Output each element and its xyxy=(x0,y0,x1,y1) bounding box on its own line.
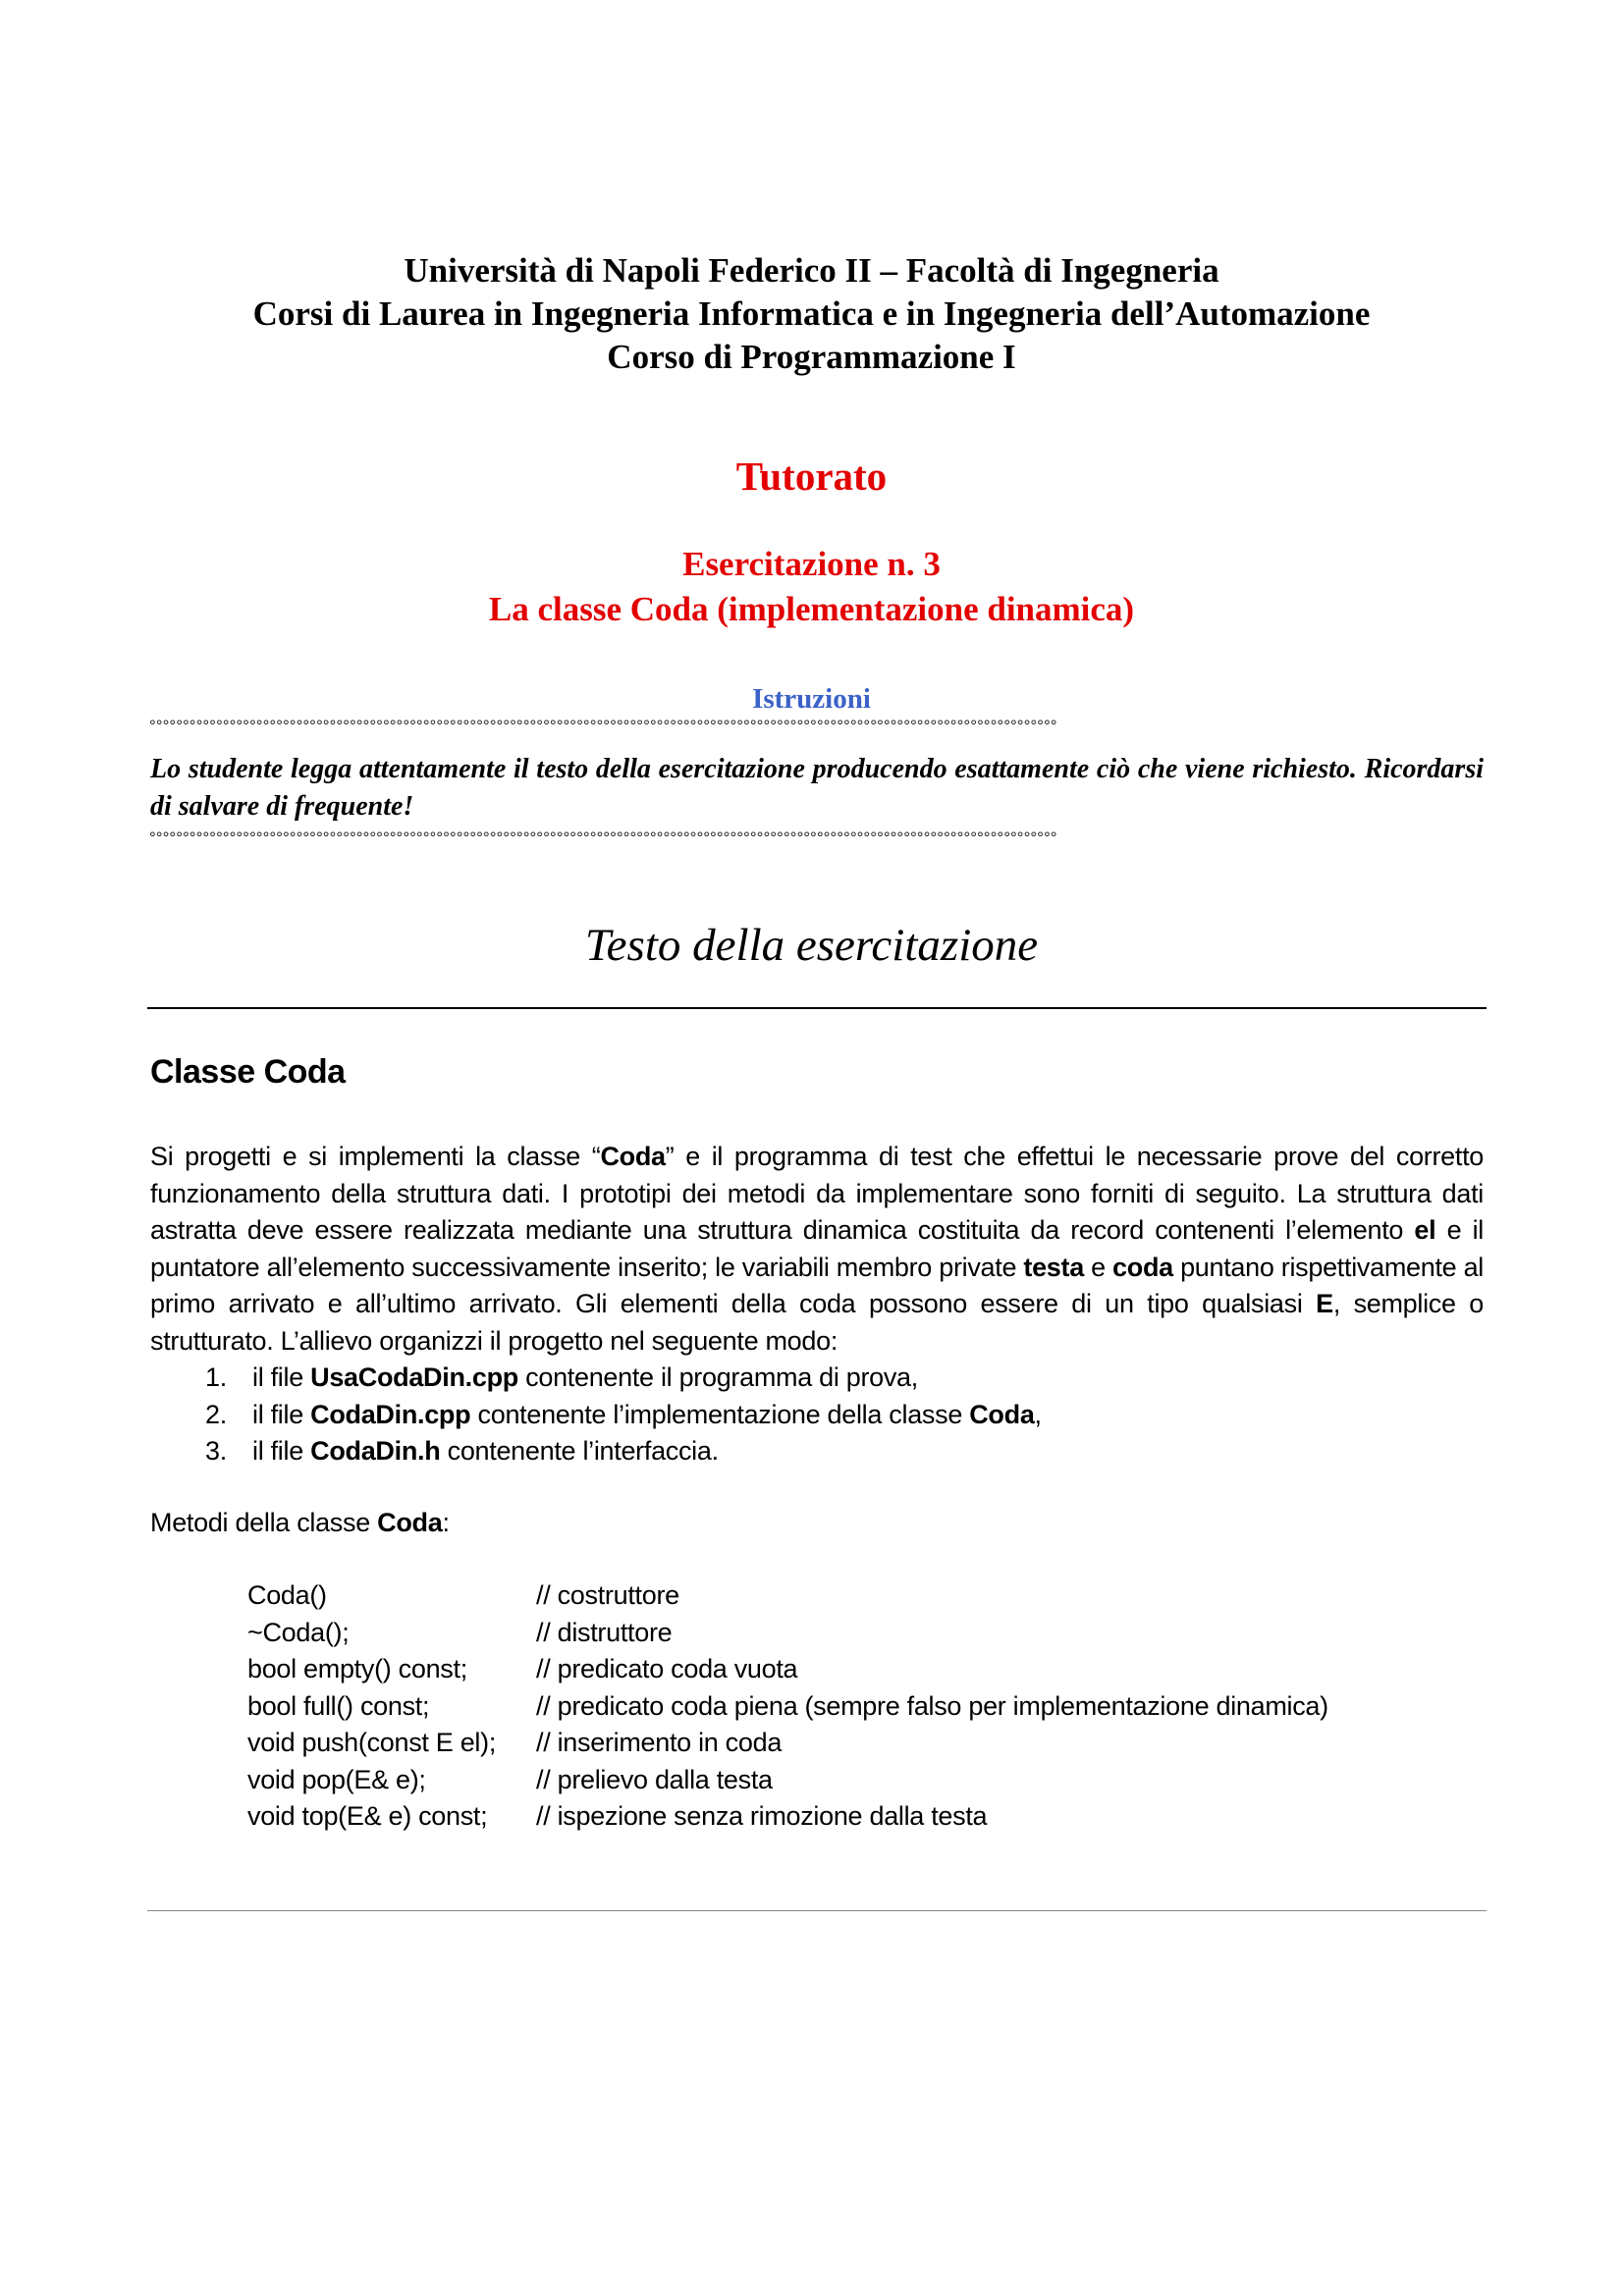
separator-top: °°°°°°°°°°°°°°°°°°°°°°°°°°°°°°°°°°°°°°°°°°°°°°°°°°°°°°°°°°°°°°°°°°°°°°°°°°°°°°°°°°°°°°°°°°°°°°°°°°°°°°°°°°°°°°°°°°°°°°°°°°°°°°°°°°°°°°°° xyxy=(149,718,1057,735)
methods-label: Metodi della classe Coda: xyxy=(150,1508,450,1537)
file-list xyxy=(150,1360,1042,1470)
section-title: Testo della esercitazione xyxy=(584,920,1039,971)
istruzioni-heading: Istruzioni xyxy=(752,683,871,715)
list-item: 1. il file UsaCodaDin.cpp contenente il programma di prova, xyxy=(205,1362,918,1392)
list-item: 2. il file CodaDin.cpp contenente l’implementazione della classe Coda, xyxy=(205,1399,1042,1429)
exercise-subtitle: La classe Coda (implementazione dinamica) xyxy=(488,590,1135,628)
divider-top xyxy=(147,1007,1487,1009)
separator-bottom: °°°°°°°°°°°°°°°°°°°°°°°°°°°°°°°°°°°°°°°°°°°°°°°°°°°°°°°°°°°°°°°°°°°°°°°°°°°°°°°°°°°°°°°°°°°°°°°°°°°°°°°°°°°°°°°°°°°°°°°°°°°°°°°°°°°°°°°° xyxy=(149,829,1057,847)
divider-bottom xyxy=(147,1910,1487,1911)
list-item: 3. il file CodaDin.h contenente l’interfaccia. xyxy=(205,1436,719,1466)
tutorato-title: Tutorato xyxy=(735,454,888,499)
degree-header: Corsi di Laurea in Ingegneria Informatica e in Ingegneria dell’Automazione xyxy=(252,294,1371,333)
university-header: Università di Napoli Federico II – Facoltà di Ingegneria xyxy=(404,251,1219,290)
instructions-text: Lo studente legga attentamente il testo della esercitazione producendo esattamente ciò che viene richiesto. Ricordarsi di salvare di frequente! xyxy=(150,754,1484,822)
course-header: Corso di Programmazione I xyxy=(607,338,1016,376)
description-paragraph: Si progetti e si implementi la classe “Coda” e il programma di test che effettui le necessarie prove del corretto funzionamento della struttura dati. I prototipi dei metodi da implementare sono forniti di seguito. La struttura dati astratta deve essere realizzata mediante una struttura dinamica costituita da record contenenti l’elemento el e il puntatore all’elemento successivamente inserito; le variabili membro private testa e coda puntano rispettivamente al primo arrivato e all’ultimo arrivato. Gli elementi della coda possono essere di un tipo qualsiasi E, semplice o strutturato. L’allievo organizzi il progetto nel seguente modo: xyxy=(150,1142,1484,1356)
exercise-number: Esercitazione n. 3 xyxy=(682,545,941,583)
classe-heading: Classe Coda xyxy=(150,1053,346,1091)
